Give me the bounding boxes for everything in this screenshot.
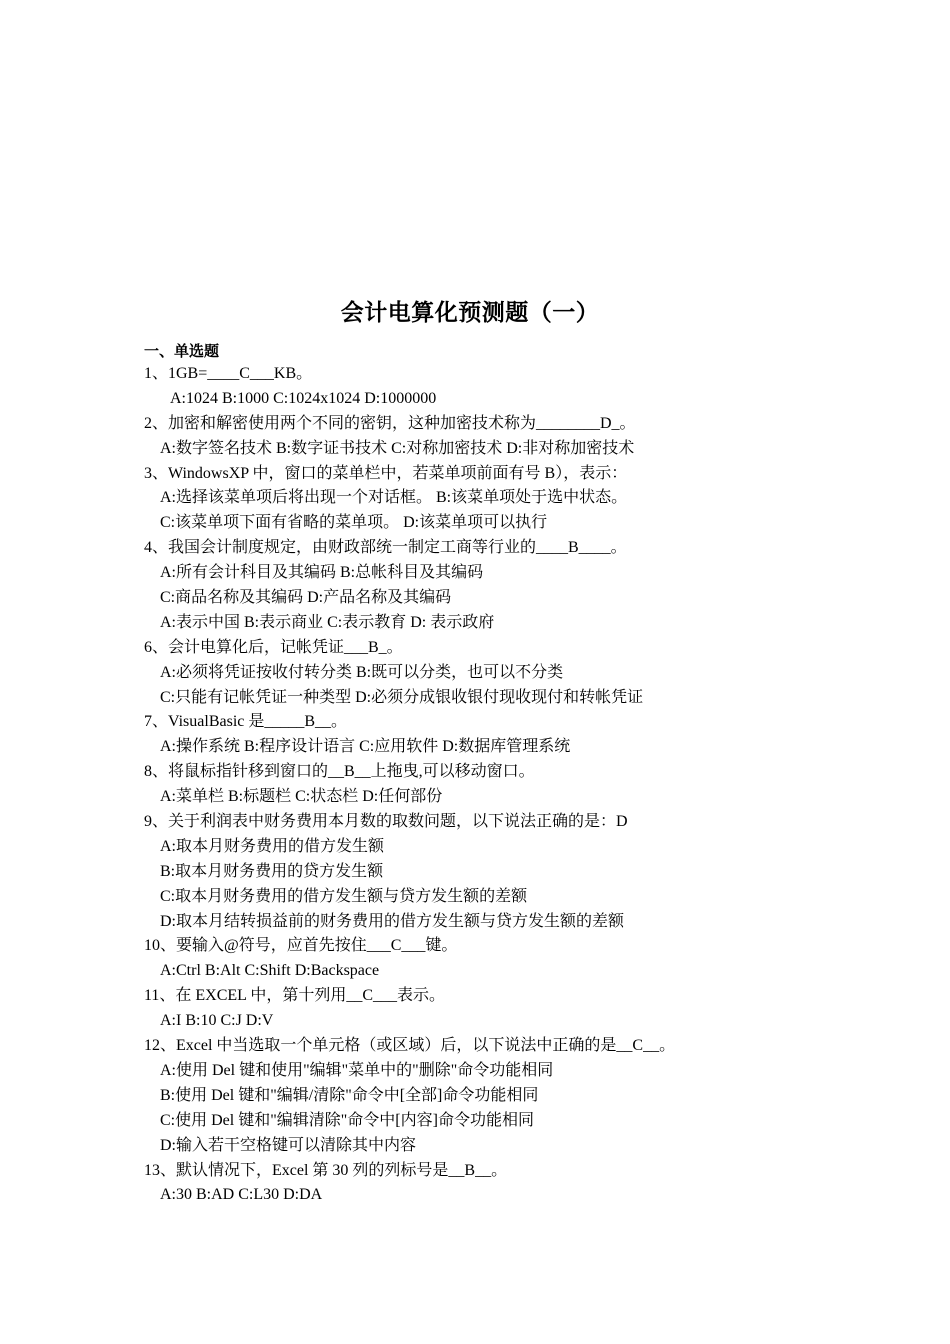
answer-options: D:输入若干空格键可以清除其中内容 [160, 1136, 417, 1154]
answer-options: A:Ctrl B:Alt C:Shift D:Backspace [160, 962, 380, 980]
answer-options: D:取本月结转损益前的财务费用的借方发生额与贷方发生额的差额 [160, 912, 625, 930]
answer-options: A:选择该菜单项后将出现一个对话框。 B:该菜单项处于选中状态。 [160, 489, 628, 507]
answer-options: A:必须将凭证按收付转分类 B:既可以分类，也可以不分类 [160, 663, 564, 681]
question-list [144, 362, 924, 1208]
page-title: 会计电算化预测题（一） [340, 300, 600, 326]
question-text: 11、在 EXCEL 中，第十列用__C___表示。 [144, 987, 446, 1005]
question-text: 3、WindowsXP 中，窗口的菜单栏中，若菜单项前面有号 B），表示： [144, 464, 628, 482]
section-heading: 一、单选题 [144, 342, 220, 360]
answer-options: A:菜单栏 B:标题栏 C:状态栏 D:任何部份 [160, 788, 443, 806]
answer-options: A:1024 B:1000 C:1024x1024 D:1000000 [170, 389, 437, 407]
question-text: 12、Excel 中当选取一个单元格（或区域）后，以下说法中正确的是__C__。 [144, 1037, 676, 1055]
answer-options: C:该菜单项下面有省略的菜单项。 D:该菜单项可以执行 [160, 514, 548, 532]
question-text: 13、默认情况下，Excel 第 30 列的列标号是__B__。 [144, 1161, 508, 1179]
question-text: 2、加密和解密使用两个不同的密钥，这种加密技术称为________D_。 [144, 414, 636, 432]
answer-options: C:使用 Del 键和"编辑清除"命令中[内容]命令功能相同 [160, 1111, 534, 1129]
answer-options: C:只能有记帐凭证一种类型 D:必须分成银收银付现收现付和转帐凭证 [160, 688, 644, 706]
answer-options: C:取本月财务费用的借方发生额与贷方发生额的差额 [160, 887, 528, 905]
answer-options: A:I B:10 C:J D:V [160, 1012, 274, 1030]
answer-options: A:30 B:AD C:L30 D:DA [160, 1186, 323, 1204]
question-text: 4、我国会计制度规定，由财政部统一制定工商等行业的____B____。 [144, 539, 627, 557]
answer-options: A:取本月财务费用的借方发生额 [160, 837, 385, 855]
answer-options: C:商品名称及其编码 D:产品名称及其编码 [160, 589, 452, 607]
question-text: 7、VisualBasic 是_____B__。 [144, 713, 348, 731]
question-text: 10、要输入@符号，应首先按住___C___键。 [144, 937, 458, 955]
answer-options: A:表示中国 B:表示商业 C:表示教育 D: 表示政府 [160, 613, 495, 631]
answer-options: B:使用 Del 键和"编辑/清除"命令中[全部]命令功能相同 [160, 1086, 539, 1104]
answer-options: A:数字签名技术 B:数字证书技术 C:对称加密技术 D:非对称加密技术 [160, 439, 635, 457]
answer-options: A:所有会计科目及其编码 B:总帐科目及其编码 [160, 564, 484, 582]
answer-options: B:取本月财务费用的贷方发生额 [160, 862, 384, 880]
question-text: 9、关于利润表中财务费用本月数的取数问题，以下说法正确的是：D [144, 813, 628, 831]
answer-options: A:使用 Del 键和使用"编辑"菜单中的"删除"命令功能相同 [160, 1061, 554, 1079]
answer-options: A:操作系统 B:程序设计语言 C:应用软件 D:数据库管理系统 [160, 738, 571, 756]
question-text: 1、1GB=____C___KB。 [144, 365, 313, 382]
question-text: 6、会计电算化后，记帐凭证___B_。 [144, 638, 403, 656]
question-text: 8、将鼠标指针移到窗口的__B__上拖曳,可以移动窗口。 [144, 763, 535, 781]
